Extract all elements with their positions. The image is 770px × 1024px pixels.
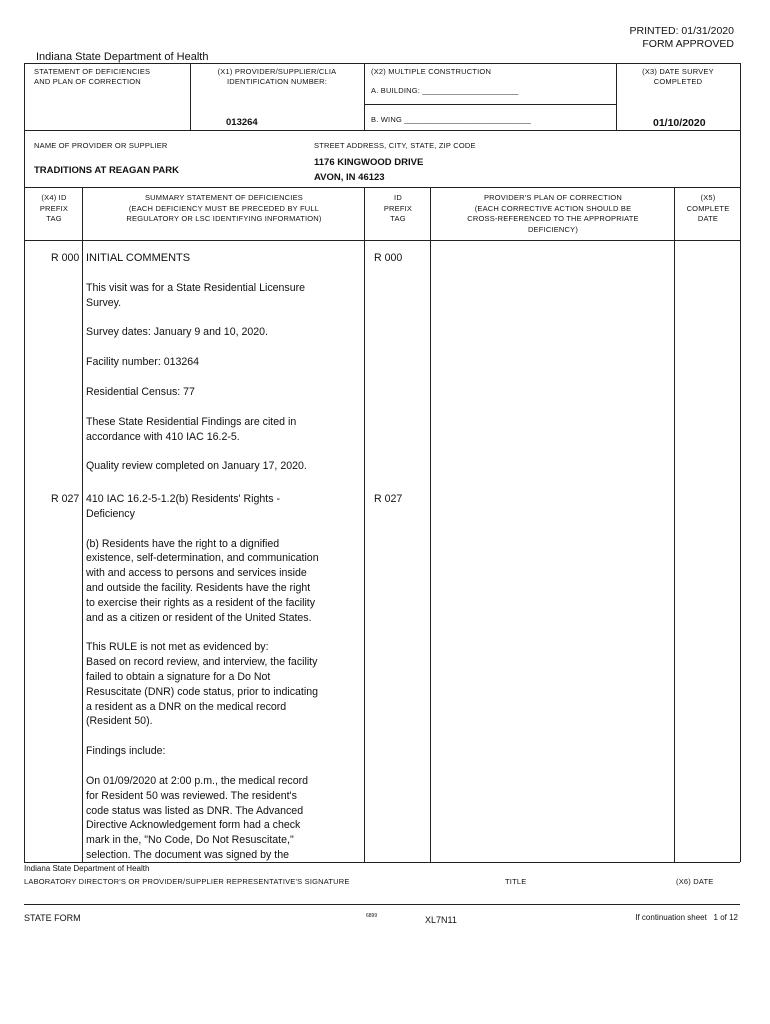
entry-id-tag: R 000 [374,252,403,264]
event-id: XL7N11 [425,915,457,925]
summary-header: SUMMARY STATEMENT OF DEFICIENCIES (EACH DEFICIENCY MUST BE PRECEDED BY FULL REGULATORY OR LSC IDENTIFYING INFORMATION) [126,193,322,223]
x3-value: 01/10/2020 [653,117,706,129]
printed-date: PRINTED: 01/31/2020 [629,25,734,37]
paragraph: Findings include: [86,745,166,758]
paragraph: These State Residential Findings are cited in accordance with 410 IAC 16.2-5. [86,415,297,443]
title-label: TITLE [505,877,527,886]
continuation-sheet: If continuation sheet 1 of 12 [635,913,738,922]
statement-label: STATEMENT OF DEFICIENCIES AND PLAN OF CORRECTION [34,67,151,86]
wing-label: B. WING _____________________________ [371,115,532,124]
agency-title: Indiana State Department of Health [36,51,209,63]
entry-heading: 410 IAC 16.2-5-1.2(b) Residents' Rights - Deficiency [86,493,280,520]
paragraph: Facility number: 013264 [86,356,200,369]
entry-id-tag: R 027 [374,493,403,505]
x1-value: 013264 [226,117,258,128]
paragraph: Quality review completed on January 17, 2020. [86,460,307,473]
entry-tag: R 000 [51,252,80,264]
entry-tag: R 027 [51,493,80,505]
footer-agency: Indiana State Department of Health [24,864,150,873]
form-number: 6899 [366,913,378,919]
paragraph: Residential Census: 77 [86,385,195,398]
signature-label: LABORATORY DIRECTOR'S OR PROVIDER/SUPPLIER REPRESENTATIVE'S SIGNATURE [24,877,350,886]
address-label: STREET ADDRESS, CITY, STATE, ZIP CODE [314,141,476,150]
form-approved: FORM APPROVED [642,38,734,50]
x4-header: (X4) ID PREFIX TAG [39,193,69,223]
x3-label: (X3) DATE SURVEY COMPLETED [642,67,714,86]
state-form-label: STATE FORM [24,913,81,923]
paragraph: Survey dates: January 9 and 10, 2020. [86,326,268,339]
x6-date-label: (X6) DATE [676,877,714,886]
address-line1: 1176 KINGWOOD DRIVE [314,157,424,168]
provider-name: TRADITIONS AT REAGAN PARK [34,165,179,176]
paragraph: (b) Residents have the right to a dignified existence, self-determination, and communication with and access to persons and services inside and outside the facility. Residents have the right to exercise their rights as a resident of the facility and as a citizen or resident of the United States. [86,537,319,624]
entry-text [86,492,362,863]
paragraph: This visit was for a State Residential Licensure Survey. [86,281,306,309]
plan-header: PROVIDER'S PLAN OF CORRECTION (EACH CORRECTIVE ACTION SHOULD BE CROSS-REFERENCED TO THE APPROPRIATE DEFICIENCY) [467,193,639,234]
building-label: A. BUILDING: ______________________ [371,86,519,95]
id-header: ID PREFIX TAG [383,193,413,223]
entry-text [86,251,361,474]
provider-name-label: NAME OF PROVIDER OR SUPPLIER [34,141,168,150]
x5-header: (X5) COMPLETE DATE [686,193,730,223]
entry-heading: INITIAL COMMENTS [86,252,191,264]
x2-label: (X2) MULTIPLE CONSTRUCTION [371,67,492,76]
address-line2: AVON, IN 46123 [314,172,385,183]
paragraph: This RULE is not met as evidenced by: Based on record review, and interview, the facility failed to obtain a signature for a Do Not Resuscitate (DNR) code status, prior to indicating a resident as a DNR on the medical record (Resident 50). [86,641,318,728]
paragraph: On 01/09/2020 at 2:00 p.m., the medical record for Resident 50 was reviewed. The resident's code status was listed as DNR. The Advanced Directive Acknowledgement form had a check mark in the, "No Code, Do Not Resuscitate," selection. The document was signed by the [86,774,309,861]
x1-label: (X1) PROVIDER/SUPPLIER/CLIA IDENTIFICATION NUMBER: [217,67,337,86]
